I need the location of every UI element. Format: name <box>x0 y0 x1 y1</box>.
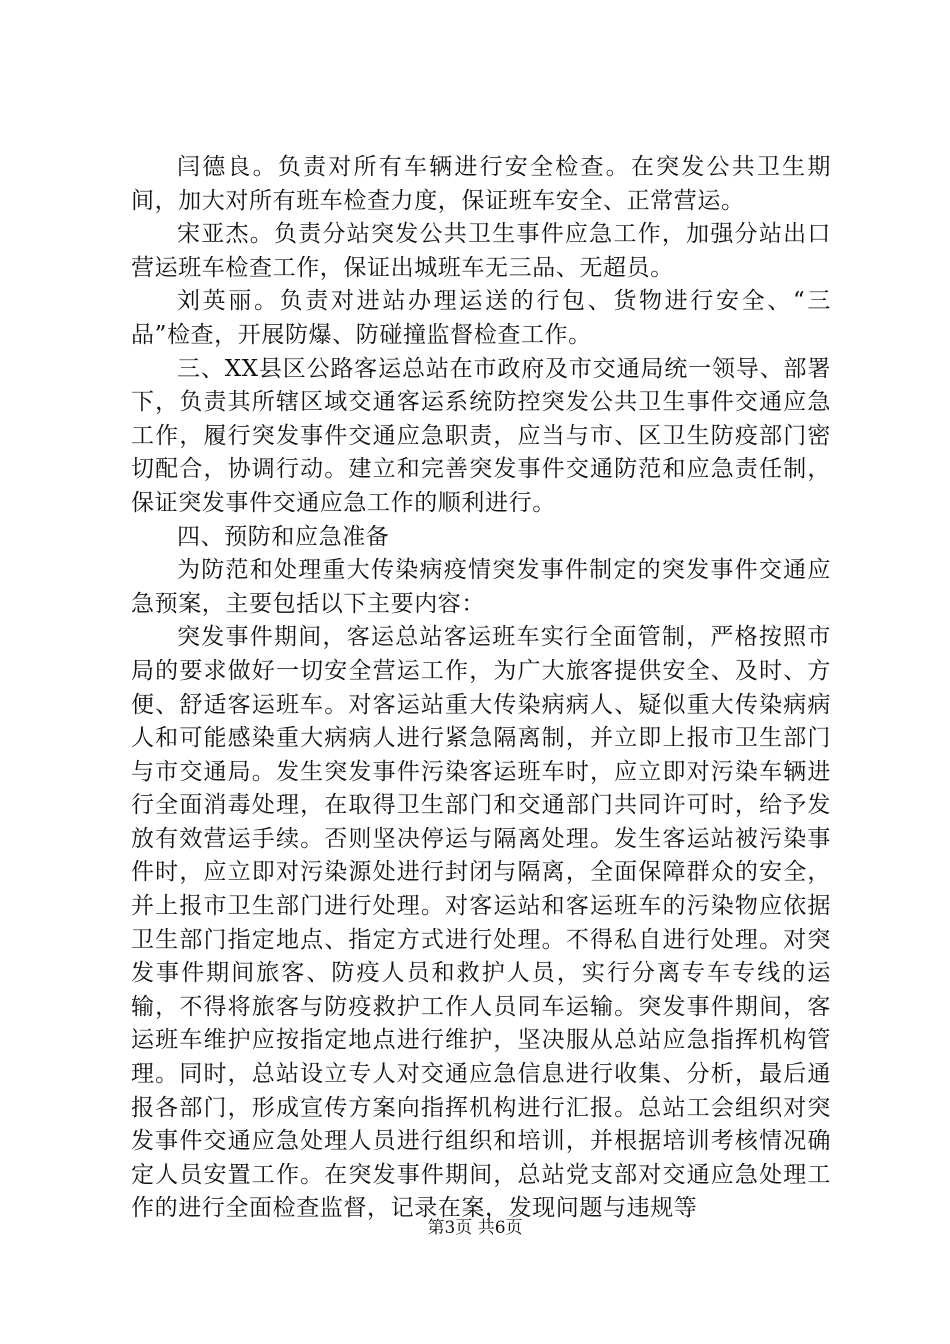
page-number-footer: 第3页 共6页 <box>427 1218 523 1238</box>
section-heading-four: 四、预防和应急准备 <box>177 523 390 550</box>
paragraph-section-three: 三、XX县区公路客运总站在市政府及市交通局统一领导、部署下，负责其所辖区域交通客运系统防控突发公共卫生事件交通应急工作，履行突发事件交通应急职责，应当与市、区卫生防疫部门密切配合，协调行动。建立和完善突发事件交通防范和应急责任制，保证突发事件交通应急工作的顺利进行。 <box>131 355 831 516</box>
paragraph-yan-deliang: 闫德良。负责对所有车辆进行安全检查。在突发公共卫生期间，加大对所有班车检查力度，保证班车安全、正常营运。 <box>131 154 831 214</box>
paragraph-liu-yingli: 刘英丽。负责对进站办理运送的行包、货物进行安全、“三品”检查，开展防爆、防碰撞监督检查工作。 <box>131 288 831 348</box>
paragraph-song-yajie: 宋亚杰。负责分站突发公共卫生事件应急工作，加强分站出口营运班车检查工作，保证出城班车无三品、无超员。 <box>131 221 831 281</box>
paragraph-plan-intro: 为防范和处理重大传染病疫情突发事件制定的突发事件交通应急预案，主要包括以下主要内容： <box>131 557 831 617</box>
document-body <box>131 151 831 1226</box>
paragraph-emergency-measures: 突发事件期间，客运总站客运班车实行全面管制，严格按照市局的要求做好一切安全营运工作，为广大旅客提供安全、及时、方便、舒适客运班车。对客运站重大传染病病人、疑似重大传染病病人和可能感染重大病病人进行紧急隔离制，并立即上报市卫生部门与市交通局。发生突发事件污染客运班车时，应立即对污染车辆进行全面消毒处理，在取得卫生部门和交通部门共同许可时，给予发放有效营运手续。否则坚决停运与隔离处理。发生客运站被污染事件时，应立即对污染源处进行封闭与隔离，全面保障群众的安全，并上报市卫生部门进行处理。对客运站和客运班车的污染物应依据卫生部门指定地点、指定方式进行处理。不得私自进行处理。对突发事件期间旅客、防疫人员和救护人员，实行分离专车专线的运输，不得将旅客与防疫救护工作人员同车运输。突发事件期间，客运班车维护应按指定地点进行维护，坚决服从总站应急指挥机构管理。同时，总站设立专人对交通应急信息进行收集、分析，最后通报各部门，形成宣传方案向指挥机构进行汇报。总站工会组织对突发事件交通应急处理人员进行组织和培训，并根据培训考核情况确定人员安置工作。在突发事件期间，总站党支部对交通应急处理工作的进行全面检查监督，记录在案，发现问题与违规等 <box>131 624 831 1222</box>
